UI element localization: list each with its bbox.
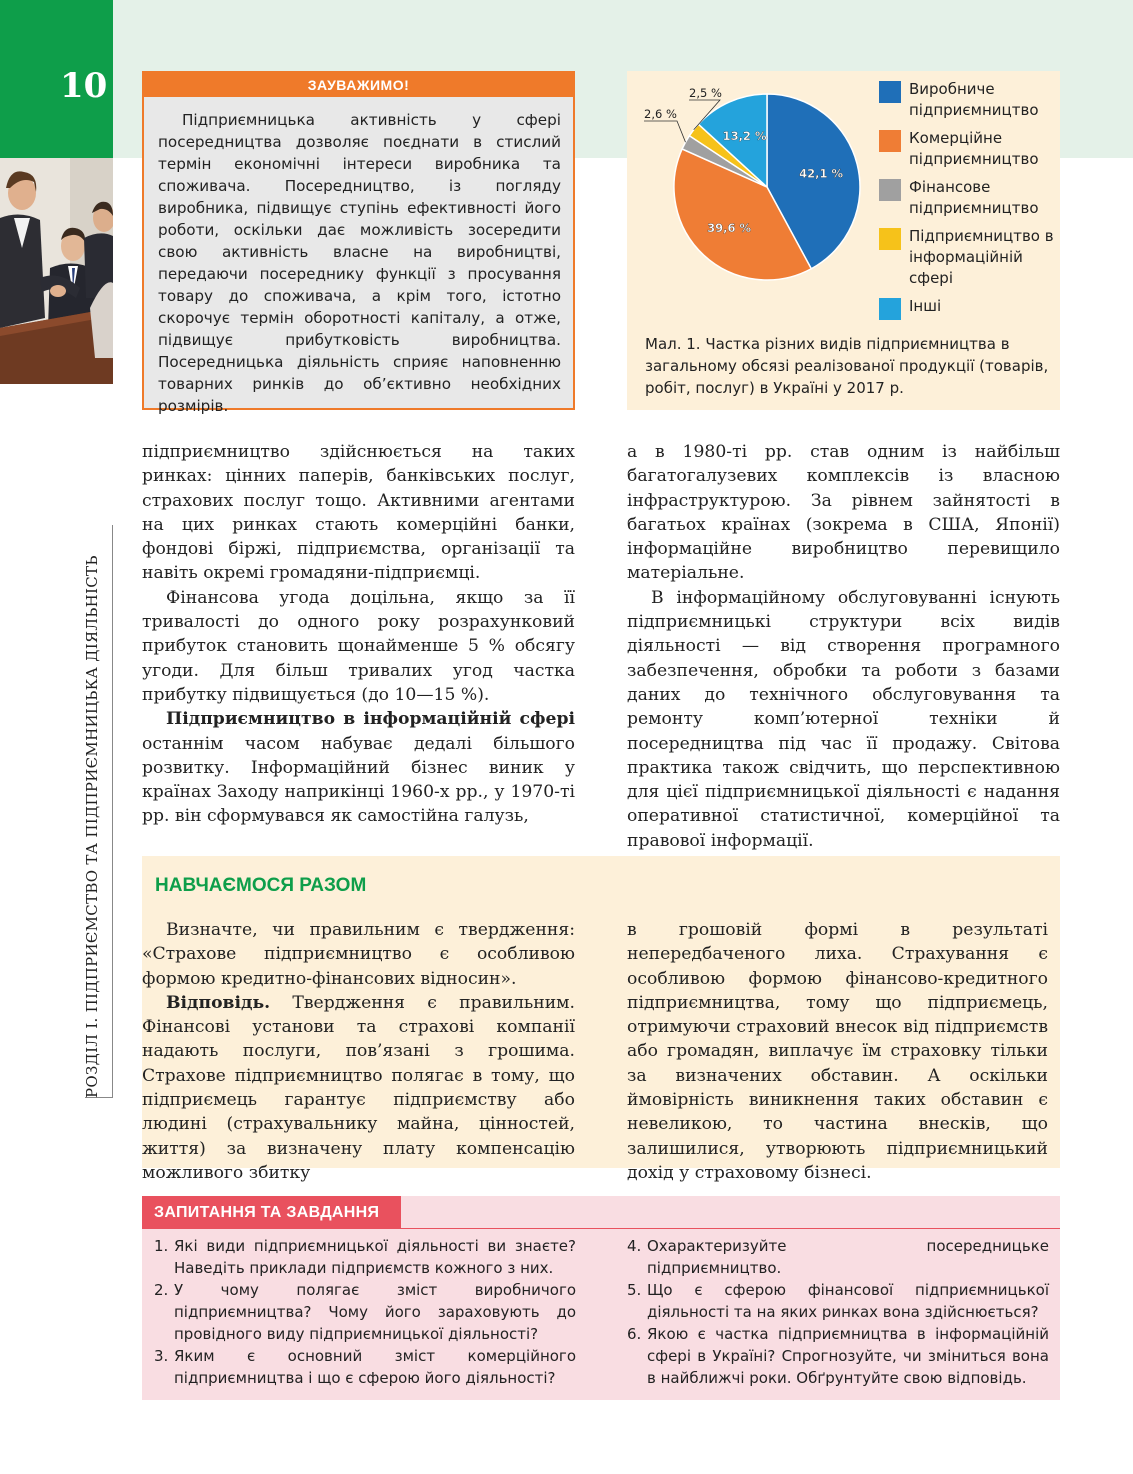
pie-chart-box — [627, 71, 1060, 410]
answer-text: Твердження є правильним. Фінансові установи та страхові компанії надають послуги, пов’язані з грошима. Страхове підприємництво полягає в тому, що підприємець гарантує підприємству або людині (страхувальнику майна, цінностей, життя) за визначену плату компенсацію можливого збитку — [142, 992, 575, 1183]
questions-box — [142, 1196, 1060, 1400]
question-number: 4. — [627, 1237, 642, 1255]
page-number-tab — [0, 0, 113, 158]
learn-answer — [142, 991, 575, 1185]
question-text: Яким є основний зміст комерційного підприємництва і що є сферою його діяльності? — [174, 1347, 576, 1387]
chart-legend — [879, 79, 1057, 324]
legend-label: Фінансове підприємництво — [909, 178, 1039, 217]
learn-together-box — [142, 856, 1060, 1183]
answer-label: Відповідь. — [166, 992, 271, 1013]
pie-slice-label: 39,6 % — [707, 220, 752, 235]
questions-left-column — [150, 1235, 576, 1389]
learn-left-column — [142, 918, 575, 1185]
question-text: У чому полягає зміст виробничого підприємництва? Чому його зараховують до провідного виду підприємницької діяльності? — [174, 1281, 576, 1343]
legend-item — [879, 296, 1057, 317]
body-paragraph — [142, 707, 575, 828]
legend-item — [879, 226, 1057, 289]
note-text: Підприємницька активність у сфері посередництва дозволяє поєднати в стислий термін економічні інтереси виробника та споживача. Посередництво, із погляду виробника, підвищує ступінь ефективності його роботи, оскільки дає можливість зосередити свою активність власне на виробництві, передаючи посереднику функції з просування товару до споживача, а крім того, істотно скорочує термін оборотності капіталу, а отже, підвищує прибутковість виробництва. Посередницька діяльність сприяє наповненню товарних ринків до об’єктивно необхідних розмірів. — [158, 111, 561, 415]
pie-leader-line — [644, 121, 686, 142]
legend-item — [879, 128, 1057, 170]
learn-title: НАВЧАЄМОСЯ РАЗОМ — [155, 875, 367, 896]
question-number: 2. — [154, 1281, 169, 1299]
pie-slice-label: 42,1 % — [799, 166, 844, 181]
legend-swatch — [879, 130, 901, 152]
legend-swatch — [879, 298, 901, 320]
legend-item — [879, 177, 1057, 219]
questions-heading-line — [401, 1228, 1060, 1229]
questions-right-column — [623, 1235, 1049, 1389]
question-item — [150, 1279, 576, 1345]
learn-question: Визначте, чи правильним є твердження: «Страхове підприємництво є особливою формою кредитно-фінансових відносин». — [142, 920, 575, 989]
legend-swatch — [879, 81, 901, 103]
chart-caption: Мал. 1. Частка різних видів підприємництва в загальному обсязі реалізованої продукції (товарів, робіт, послуг) в Україні у 2017 р. — [645, 335, 1049, 397]
questions-heading: ЗАПИТАННЯ ТА ЗАВДАННЯ — [142, 1196, 401, 1229]
body-bold-term: Підприємництво в інформаційній сфері — [166, 709, 575, 730]
legend-label: Підприємництво в інформаційній сфері — [909, 227, 1054, 287]
question-text: Які види підприємницької діяльності ви знаєте? Наведіть приклади підприємств кожного з них. — [174, 1237, 576, 1277]
question-item — [623, 1235, 1049, 1279]
note-heading: ЗАУВАЖИМО! — [144, 73, 573, 97]
body-paragraph: Фінансова угода доцільна, якщо за її тривалості до одного року розрахунковий прибуток становить щонайменше 5 % обсягу угоди. Для більш тривалих угод частка прибутку підвищується (до 10—15 %). — [142, 587, 575, 705]
body-paragraph: підприємництво здійснюється на таких ринках: цінних паперів, банківських послуг, страхових послуг тощо. Активними агентами на цих ринках стають комерційні банки, фондові біржі, підприємства, організації та навіть окремі громадяни-підприємці. — [142, 442, 575, 584]
body-paragraph: В інформаційному обслуговуванні існують підприємницькі структури всіх видів діяльності — від створення програмного забезпечення, обробки та роботи з базами даних до технічного обслуговування та ремонту комп’ютерної техніки й посередництва під час її продажу. Світова практика також свідчить, що перспективною для цієї підприємницької діяльності є надання оперативної статистичної, комерційної та правової інформації. — [627, 587, 1060, 851]
question-item — [623, 1279, 1049, 1323]
legend-label: Комерційне підприємництво — [909, 129, 1039, 168]
question-item — [150, 1235, 576, 1279]
section-title: РОЗДІЛ I. ПІДПРИЄМСТВО ТА ПІДПРИЄМНИЦЬКА ДІЯЛЬНІСТЬ — [83, 555, 101, 1098]
question-text: Охарактеризуйте посередницьке підприємництво. — [647, 1237, 1049, 1277]
question-number: 3. — [154, 1347, 169, 1365]
question-text: Якою є частка підприємництва в інформаційній сфері в Україні? Спрогнозуйте, чи зміниться вона в найближчі роки. Обґрунтуйте свою відповідь. — [647, 1325, 1049, 1387]
question-number: 6. — [627, 1325, 642, 1343]
question-number: 5. — [627, 1281, 642, 1299]
pie-slice-label: 2,5 % — [689, 86, 722, 100]
question-number: 1. — [154, 1237, 169, 1255]
legend-swatch — [879, 228, 901, 250]
legend-label: Інші — [909, 297, 942, 315]
learn-right-column — [627, 918, 1048, 1185]
legend-swatch — [879, 179, 901, 201]
body-left-column — [142, 440, 575, 829]
business-meeting-photo — [0, 158, 113, 384]
question-item — [623, 1323, 1049, 1389]
body-paragraph: а в 1980-ті рр. став одним із найбільш багатогалузевих комплексів із власною інфраструктурою. За рівнем зайнятості в багатьох країнах (зокрема в США, Японії) інформаційне виробництво перевищило матеріальне. — [627, 442, 1060, 584]
pie-slice-label: 13,2 % — [722, 128, 767, 143]
legend-item — [879, 79, 1057, 121]
question-text: Що є сферою фінансової підприємницької діяльності та на яких ринках вона здійснюється? — [647, 1281, 1049, 1321]
pie-slice-label: 2,6 % — [644, 107, 677, 121]
body-text: останнім часом набуває дедалі більшого розвитку. Інформаційний бізнес виник у країнах Заходу наприкінці 1960-х рр., у 1970-ті рр. він сформувався як самостійна галузь, — [142, 733, 575, 827]
legend-label: Виробниче підприємництво — [909, 80, 1039, 119]
learn-answer-continued: в грошовій формі в результаті непередбаченого лиха. Страхування є особливою формою фінансово-кредитного підприємництва, тому що підприємець, отримуючи страховий внесок від підприємств або громадян, виплачує їм страховку тільки за визначених обставин. А оскільки ймовірність виникнення таких обставин є невеликою, то частина внесків, що залишилися, утворюють підприємницький дохід у страховому бізнесі. — [627, 920, 1048, 1183]
body-right-column — [627, 440, 1060, 853]
note-box — [142, 71, 575, 415]
page-number: 10 — [60, 66, 108, 106]
section-divider-line — [112, 525, 113, 1098]
question-item — [150, 1345, 576, 1389]
